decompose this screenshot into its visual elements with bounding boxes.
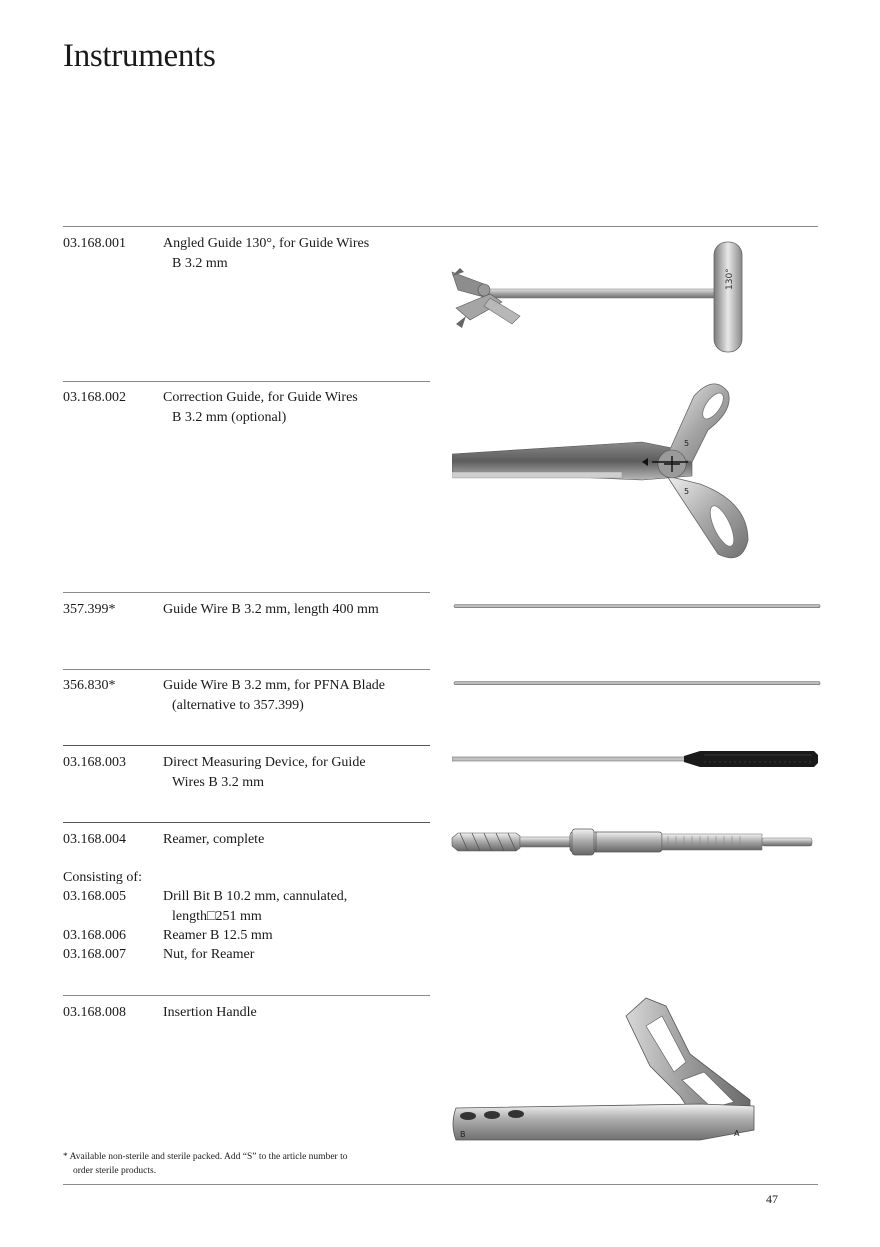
divider-rule — [63, 669, 430, 670]
article-description: Reamer, complete — [163, 832, 265, 847]
page-title: Instruments — [63, 38, 216, 74]
divider-rule — [63, 381, 430, 382]
article-description: Drill Bit B 10.2 mm, cannulated, length□251 mm — [163, 889, 348, 924]
handle-marking: A — [734, 1129, 740, 1138]
article-description: Angled Guide 130°, for Guide Wires B 3.2 mm — [163, 236, 370, 271]
article-number: 03.168.005 — [63, 889, 126, 904]
guide-wire-illustration — [452, 679, 822, 687]
article-description: Direct Measuring Device, for Guide Wires B 3.2 mm — [163, 755, 366, 790]
article-description: Reamer B 12.5 mm — [163, 928, 273, 943]
consisting-label: Consisting of: — [63, 870, 142, 885]
reamer-illustration — [450, 826, 820, 858]
top-rule — [63, 226, 818, 227]
article-number: 357.399* — [63, 602, 116, 617]
bottom-rule — [63, 1184, 818, 1185]
article-number: 03.168.008 — [63, 1005, 126, 1020]
article-number: 356.830* — [63, 678, 116, 693]
article-description: Guide Wire B 3.2 mm, for PFNA Blade (alternative to 357.399) — [163, 678, 385, 713]
angle-marking: 130° — [725, 268, 735, 290]
divider-rule — [63, 995, 430, 996]
insertion-handle-illustration — [450, 996, 760, 1148]
article-number: 03.168.007 — [63, 947, 126, 962]
correction-guide-illustration — [452, 376, 754, 564]
footnote: * Available non-sterile and sterile packed. Add “S” to the article number to order sterile products. — [63, 1152, 348, 1176]
divider-rule — [63, 592, 430, 593]
guide-wire-illustration — [452, 602, 822, 610]
divider-rule — [63, 745, 430, 746]
article-description: Nut, for Reamer — [163, 947, 255, 962]
scale-marking: 5 — [684, 439, 690, 448]
page-number: 47 — [766, 1192, 778, 1206]
article-number: 03.168.003 — [63, 755, 126, 770]
scale-marking: 5 — [684, 487, 690, 496]
divider-rule — [63, 822, 430, 823]
article-number: 03.168.006 — [63, 928, 126, 943]
angled-guide-illustration — [450, 238, 750, 358]
article-number: 03.168.002 — [63, 390, 126, 405]
article-number: 03.168.004 — [63, 832, 126, 847]
article-number: 03.168.001 — [63, 236, 126, 251]
article-description: Guide Wire B 3.2 mm, length 400 mm — [163, 602, 379, 617]
article-description: Correction Guide, for Guide Wires B 3.2 mm (optional) — [163, 390, 358, 425]
handle-marking: B — [460, 1130, 466, 1139]
article-description: Insertion Handle — [163, 1005, 257, 1020]
measuring-device-illustration — [452, 748, 822, 770]
